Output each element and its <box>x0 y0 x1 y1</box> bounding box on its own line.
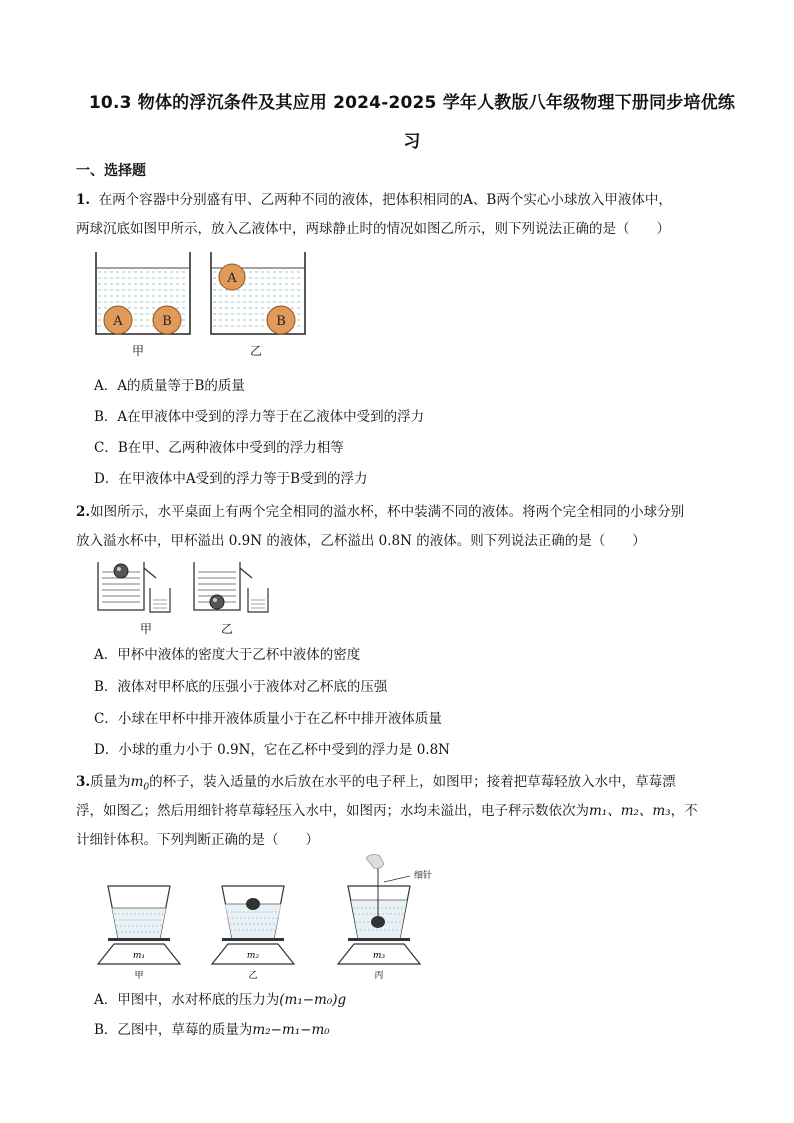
svg-text:m₁: m₁ <box>132 951 146 961</box>
q1-figure <box>88 248 318 360</box>
ball-b-jia <box>153 306 181 334</box>
hand-icon <box>366 854 384 868</box>
svg-text:细针: 细针 <box>414 871 433 881</box>
q1-caption-jia: 甲 <box>132 344 145 358</box>
svg-text:m₃: m₃ <box>372 951 386 961</box>
q2-stem-line2: 放入溢水杯中，甲杯溢出 0.9N 的液体，乙杯溢出 0.8N 的液体。则下列说法正确的是（ ） <box>76 533 646 549</box>
ball-a-jia <box>104 306 132 334</box>
q2-figure <box>94 556 280 618</box>
scale-cup-jia <box>98 886 180 964</box>
q1-option-b: B．A在甲液体中受到的浮力等于在乙液体中受到的浮力 <box>94 409 425 425</box>
q3-readings: m₁、m₂、m₃ <box>589 803 671 819</box>
q2-caption-jia: 甲 <box>140 622 153 636</box>
q1-number: 1. <box>76 192 91 208</box>
q3-text-1b: 的杯子，装入适量的水后放在水平的电子秤上，如图甲；接着把草莓轻放入水中，草莓漂 <box>149 774 676 790</box>
svg-text:B: B <box>162 314 172 329</box>
ball-a-yi <box>219 264 245 290</box>
q3-option-b: B．乙图中，草莓的质量为m₂−m₁−m₀ <box>94 1022 330 1038</box>
ball-b-yi <box>267 306 295 334</box>
q3-option-b-formula: m₂−m₁−m₀ <box>252 1022 330 1038</box>
scale-cup-bing <box>338 854 432 964</box>
q1-option-d: D．在甲液体中A受到的浮力等于B受到的浮力 <box>94 471 368 487</box>
q3-stem-line2 <box>76 799 698 819</box>
strawberry-icon <box>246 898 260 910</box>
svg-text:m₂: m₂ <box>246 951 260 961</box>
svg-text:A: A <box>113 314 123 329</box>
svg-text:A: A <box>227 271 237 286</box>
page-title: 10.3 物体的浮沉条件及其应用 2024-2025 学年人教版八年级物理下册同步培优练 <box>88 93 736 113</box>
q2-caption-yi: 乙 <box>221 622 234 636</box>
q2-number: 2. <box>76 504 91 520</box>
q3-stem-line1 <box>76 770 676 793</box>
q3-figure <box>94 852 454 984</box>
q2-option-a: A．甲杯中液体的密度大于乙杯中液体的密度 <box>94 647 361 663</box>
q3-caption-jia: 甲 <box>134 971 144 981</box>
q2-stem-line1 <box>76 500 684 520</box>
svg-text:B: B <box>276 314 286 329</box>
q2-option-c: C．小球在甲杯中排开液体质量小于在乙杯中排开液体质量 <box>94 711 442 727</box>
q1-option-a: A．A的质量等于B的质量 <box>94 378 245 394</box>
q1-option-c: C．B在甲、乙两种液体中受到的浮力相等 <box>94 440 344 456</box>
q2-option-b: B．液体对甲杯底的压强小于液体对乙杯底的压强 <box>94 679 388 695</box>
beaker-jia <box>150 588 170 612</box>
q1-caption-yi: 乙 <box>250 344 263 358</box>
overflow-cup-jia <box>98 562 156 610</box>
beaker-yi <box>248 588 268 612</box>
q3-stem-line3: 计细针体积。下列判断正确的是（ ） <box>76 832 319 848</box>
q3-caption-yi: 乙 <box>248 971 258 981</box>
q2-option-d: D．小球的重力小于 0.9N，它在乙杯中受到的浮力是 0.8N <box>94 742 450 758</box>
q1-stem-line2: 两球沉底如图甲所示，放入乙液体中，两球静止时的情况如图乙所示，则下列说法正确的是（ ） <box>76 221 670 237</box>
q3-m0: $m_0$ <box>130 774 150 793</box>
q3-option-a-formula: (m₁−m₀)g <box>279 992 347 1008</box>
q3-number: 3. <box>76 774 91 790</box>
strawberry-icon <box>371 916 385 928</box>
q1-stem-line1 <box>76 188 672 208</box>
q2-text-1: 如图所示，水平桌面上有两个完全相同的溢水杯，杯中装满不同的液体。将两个完全相同的小球分别 <box>90 504 685 520</box>
section-heading: 一、选择题 <box>76 163 146 179</box>
q3-text-1a: 质量为 <box>90 774 131 790</box>
page-title-continued: 习 <box>403 132 421 152</box>
overflow-cup-yi <box>194 562 252 610</box>
q3-text-2c: ，不 <box>670 803 698 819</box>
q3-text-2a: 浮，如图乙；然后用细针将草莓轻压入水中，如图丙；水均未溢出，电子秤示数依次为 <box>76 803 589 819</box>
scale-cup-yi <box>212 886 294 964</box>
q1-text-1: 在两个容器中分别盛有甲、乙两种不同的液体，把体积相同的A、B两个实心小球放入甲液体中， <box>98 192 672 208</box>
q3-option-a: A．甲图中，水对杯底的压力为(m₁−m₀)g <box>94 992 347 1008</box>
q3-caption-bing: 丙 <box>374 971 384 981</box>
